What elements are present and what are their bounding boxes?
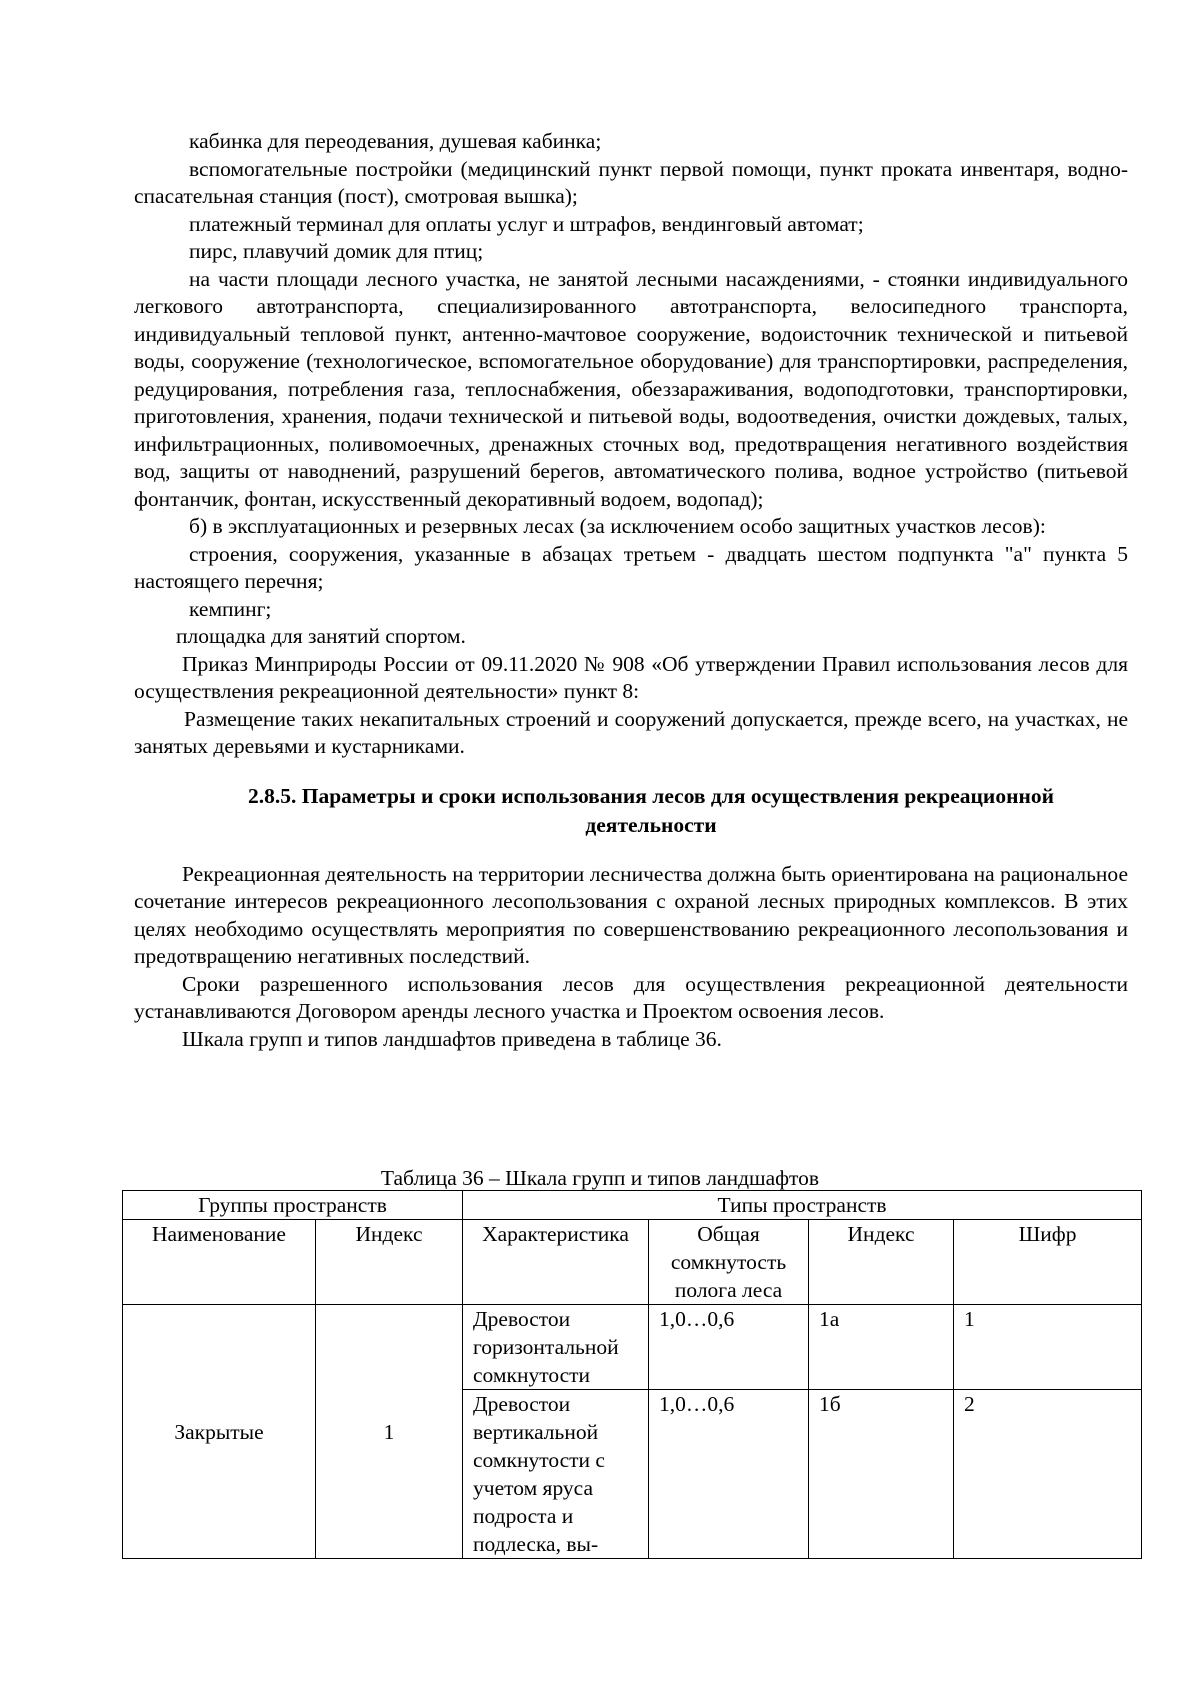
paragraph: на части площади лесного участка, не занятой лесными насаждениями, - стоянки индивидуального легкового автотранспорта, специализированного автотранспорта, велосипедного транспорта, индивидуальный тепловой пункт, антенно-мачтовое сооружение, водоисточник технической и питьевой воды, сооружение (технологическое, вспомогательное оборудование) для транспортировки, распределения, редуцирования, потребления газа, теплоснабжения, обеззараживания, водоподготовки, транспортировки, приготовления, хранения, подачи технической и питьевой воды, водоотведения, очистки дождевых, талых, инфильтрационных, поливомоечных, дренажных сточных вод, предотвращения негативного воздействия вод, защиты от наводнений, разрушений берегов, автоматического полива, водное устройство (питьевой фонтанчик, фонтан, искусственный декоративный водоем, водопад);	[134, 266, 1128, 511]
header-cell: Шифр	[954, 1220, 1142, 1305]
paragraph: Рекреационная деятельность на территории лесничества должна быть ориентирована на рациональное сочетание интересов рекреационного лесопользования с охраной лесных природных комплексов. В этих целях необходимо осуществлять мероприятия по совершенствованию рекреационного лесопользования и предотвращению негативных последствий.	[134, 861, 1128, 968]
paragraph: кабинка для переодевания, душевая кабинка;	[189, 129, 602, 153]
header-cell: Наименование	[123, 1220, 316, 1305]
characteristic-cell: Древостои вертикальной сомкнутости с учетом яруса подроста и подлеска, вы-	[463, 1390, 649, 1559]
table-caption: Таблица 36 – Шкала групп и типов ландшафтов	[380, 1166, 820, 1190]
code-cell: 2	[954, 1390, 1142, 1559]
paragraph: Сроки разрешенного использования лесов для осуществления рекреационной деятельности устанавливаются Договором аренды лесного участка и Проектом освоения лесов.	[134, 971, 1128, 1023]
section-heading	[134, 782, 1128, 840]
table-row	[123, 1305, 1142, 1390]
header-cell: Индекс	[809, 1220, 954, 1305]
paragraph: пирс, плавучий домик для птиц;	[189, 239, 484, 263]
paragraph: площадка для занятий спортом.	[176, 624, 466, 648]
code-cell: 1	[954, 1305, 1142, 1390]
paragraph: б) в эксплуатационных и резервных лесах (за исключением особо защитных участков лесов):	[189, 514, 1046, 538]
group-name-cell: Закрытые	[123, 1305, 316, 1559]
paragraph: Шкала групп и типов ландшафтов приведена в таблице 36.	[182, 1026, 722, 1051]
header-cell: Индекс	[316, 1220, 463, 1305]
paragraph: Приказ Минприроды России от 09.11.2020 № 908 «Об утверждении Правил использования лесов для осуществления рекреационной деятельности» пункт 8:	[134, 651, 1128, 703]
density-cell: 1,0…0,6	[649, 1390, 809, 1559]
header-cell: Характеристика	[463, 1220, 649, 1305]
group-index-cell: 1	[316, 1305, 463, 1559]
landscape-scale-table	[122, 1190, 1142, 1559]
type-index-cell: 1б	[809, 1390, 954, 1559]
characteristic-cell: Древостои горизонтальной сомкнутости	[463, 1305, 649, 1390]
header-cell: Группы пространств	[123, 1191, 463, 1220]
type-index-cell: 1а	[809, 1305, 954, 1390]
paragraph: строения, сооружения, указанные в абзацах третьем - двадцать шестом подпункта "а" пункта 5 настоящего перечня;	[134, 541, 1128, 593]
paragraph: кемпинг;	[189, 596, 272, 621]
spacer	[134, 840, 1128, 861]
paragraph: Размещение таких некапитальных строений и сооружений допускается, прежде всего, на участках, не занятых деревьями и кустарниками.	[134, 706, 1128, 758]
table-header-row	[123, 1220, 1142, 1305]
paragraph: платежный терминал для оплаты услуг и штрафов, вендинговый автомат;	[189, 211, 864, 236]
density-cell: 1,0…0,6	[649, 1305, 809, 1390]
header-cell: Общая сомкнутость полога леса	[649, 1220, 809, 1305]
paragraph: вспомогательные постройки (медицинский пункт первой помощи, пункт проката инвентаря, водно-спасательная станция (пост), смотровая вышка);	[134, 156, 1128, 208]
body-text	[134, 128, 1128, 1053]
table-header-row	[123, 1191, 1142, 1220]
section-heading-line: 2.8.5. Параметры и сроки использования лесов для осуществления рекреационной	[248, 783, 1054, 808]
section-heading-line: деятельности	[585, 812, 717, 837]
header-cell: Типы пространств	[463, 1191, 1142, 1220]
